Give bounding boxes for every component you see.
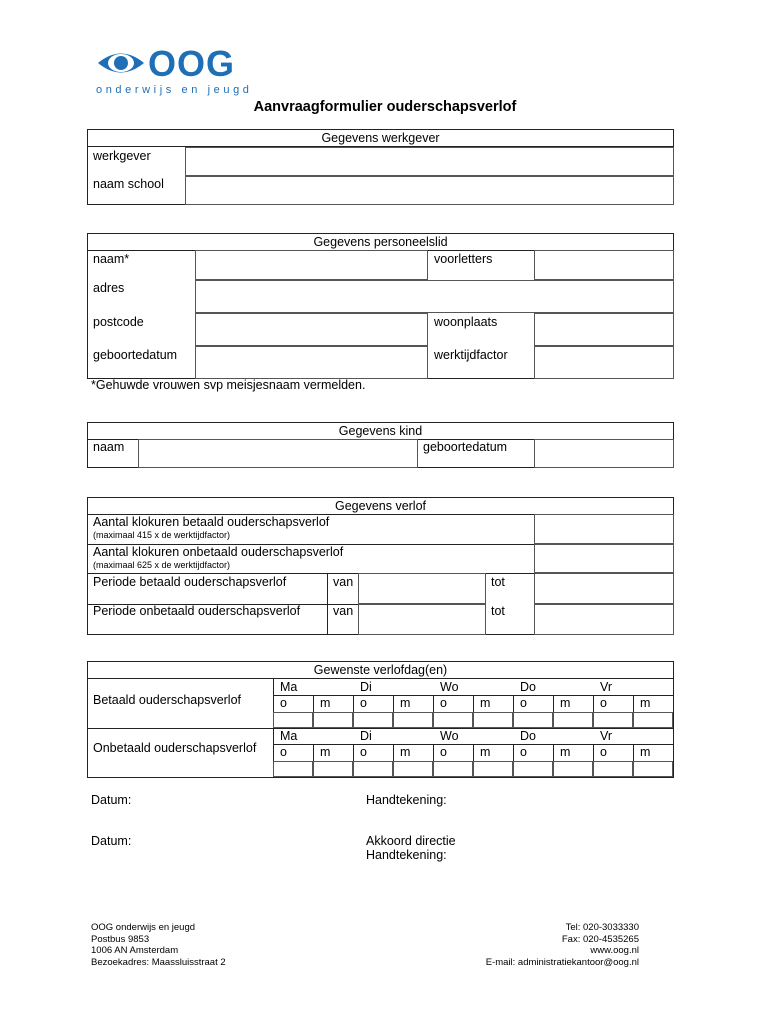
footer-line: www.oog.nl <box>590 945 639 956</box>
divider <box>553 744 554 761</box>
section-verlof <box>87 497 674 635</box>
label-tot-betaald: tot <box>491 575 505 589</box>
oog-logo <box>96 43 253 100</box>
werkgever-field[interactable] <box>185 147 674 176</box>
dagdeel-label-o: o <box>440 745 447 759</box>
dagdeel-label-m: m <box>480 745 491 759</box>
divider <box>88 728 673 729</box>
periode-betaald-van-field[interactable] <box>358 573 486 604</box>
divider <box>313 744 314 761</box>
divider <box>473 695 474 712</box>
naam-school-field[interactable] <box>185 176 674 205</box>
footer-line: 1006 AN Amsterdam <box>91 945 179 956</box>
label-naam: naam* <box>93 252 130 266</box>
day-label-ma: Ma <box>280 729 298 743</box>
onbetaald-di-o-field[interactable] <box>353 761 393 777</box>
day-label-di: Di <box>360 680 372 694</box>
section-verlofdagen <box>87 661 674 778</box>
divider <box>313 695 314 712</box>
label-kind-geboortedatum: geboortedatum <box>423 440 508 454</box>
klokuren-betaald-field[interactable] <box>534 514 674 544</box>
label-kind-naam: naam <box>93 440 125 454</box>
label-datum-2: Datum: <box>91 834 132 848</box>
label-voorletters: voorletters <box>434 252 493 266</box>
label-geboortedatum: geboortedatum <box>93 348 178 362</box>
day-label-ma: Ma <box>280 680 298 694</box>
day-label-di: Di <box>360 729 372 743</box>
betaald-do-m-field[interactable] <box>553 712 593 728</box>
label-van-onbetaald: van <box>333 604 354 618</box>
divider <box>353 744 354 761</box>
footer-line: Postbus 9853 <box>91 933 150 945</box>
betaald-ma-o-field[interactable] <box>273 712 313 728</box>
betaald-di-o-field[interactable] <box>353 712 393 728</box>
day-label-wo: Wo <box>440 680 459 694</box>
label-naam-school: naam school <box>93 177 164 191</box>
onbetaald-ma-m-field[interactable] <box>313 761 353 777</box>
dagdeel-label-o: o <box>280 745 287 759</box>
betaald-wo-m-field[interactable] <box>473 712 513 728</box>
dagdeel-label-o: o <box>360 696 367 710</box>
label-akkoord-directie: Akkoord directie <box>366 834 456 848</box>
section-werkgever <box>87 129 674 205</box>
section-header: Gegevens verlof <box>88 498 673 515</box>
voorletters-field[interactable] <box>534 250 674 280</box>
footer-line: OOG onderwijs en jeugd <box>91 922 196 933</box>
section-header: Gegevens werkgever <box>88 130 673 147</box>
divider <box>273 744 274 761</box>
divider <box>593 744 594 761</box>
dagdeel-label-m: m <box>320 745 331 759</box>
divider <box>273 695 673 696</box>
betaald-wo-o-field[interactable] <box>433 712 473 728</box>
onbetaald-di-m-field[interactable] <box>393 761 433 777</box>
footer-contact <box>486 922 639 968</box>
divider <box>393 695 394 712</box>
day-label-do: Do <box>520 729 536 743</box>
label-klokuren-onbetaald-sub: (maximaal 625 x de werktijdfactor) <box>93 560 231 570</box>
page-title: Aanvraagformulier ouderschapsverlof <box>253 99 517 115</box>
dagdeel-label-o: o <box>520 745 527 759</box>
footer-address <box>91 922 226 968</box>
section-header: Gegevens kind <box>88 423 673 440</box>
divider <box>593 695 594 712</box>
label-woonplaats: woonplaats <box>434 315 498 329</box>
betaald-vr-o-field[interactable] <box>593 712 633 728</box>
kind-geboortedatum-field[interactable] <box>534 439 674 468</box>
betaald-di-m-field[interactable] <box>393 712 433 728</box>
footer-line: Fax: 020-4535265 <box>561 933 639 945</box>
day-label-vr: Vr <box>600 729 613 743</box>
dagdeel-label-o: o <box>520 696 527 710</box>
eye-logo-icon <box>96 48 146 78</box>
label-tot-onbetaald: tot <box>491 604 505 618</box>
dagdeel-label-m: m <box>560 745 571 759</box>
label-adres: adres <box>93 281 125 295</box>
dagdeel-label-o: o <box>360 745 367 759</box>
divider <box>633 744 634 761</box>
periode-betaald-tot-field[interactable] <box>534 573 674 604</box>
dagdeel-label-m: m <box>320 696 331 710</box>
dagdeel-label-m: m <box>640 745 651 759</box>
dagdeel-label-m: m <box>400 745 411 759</box>
day-label-vr: Vr <box>600 680 613 694</box>
section-personeelslid <box>87 233 674 379</box>
label-werktijdfactor: werktijdfactor <box>434 348 508 362</box>
dagdeel-label-o: o <box>440 696 447 710</box>
footer-line: Tel: 020-3033330 <box>565 922 639 933</box>
dagdeel-label-m: m <box>640 696 651 710</box>
logo-tagline: onderwijs en jeugd <box>96 84 253 96</box>
label-klokuren-onbetaald: Aantal klokuren onbetaald ouderschapsverlof <box>93 545 344 559</box>
divider <box>353 695 354 712</box>
dagdeel-label-o: o <box>280 696 287 710</box>
label-postcode: postcode <box>93 315 144 329</box>
divider <box>393 744 394 761</box>
footer-line: Bezoekadres: Maassluisstraat 2 <box>91 956 226 968</box>
label-dagen-onbetaald: Onbetaald ouderschapsverlof <box>93 741 257 755</box>
divider <box>473 744 474 761</box>
onbetaald-vr-m-field[interactable] <box>633 761 673 777</box>
dagdeel-label-m: m <box>400 696 411 710</box>
onbetaald-do-o-field[interactable] <box>513 761 553 777</box>
divider <box>513 695 514 712</box>
werktijdfactor-field[interactable] <box>534 346 674 379</box>
label-klokuren-betaald-sub: (maximaal 415 x de werktijdfactor) <box>93 530 231 540</box>
label-handtekening-2: Handtekening: <box>366 848 447 862</box>
label-handtekening: Handtekening: <box>366 793 447 807</box>
divider <box>553 695 554 712</box>
postcode-field[interactable] <box>195 313 428 346</box>
label-werkgever: werkgever <box>93 149 151 163</box>
label-klokuren-betaald: Aantal klokuren betaald ouderschapsverlof <box>93 515 330 529</box>
periode-onbetaald-van-field[interactable] <box>358 604 486 635</box>
divider <box>633 695 634 712</box>
dagdeel-label-m: m <box>480 696 491 710</box>
onbetaald-ma-o-field[interactable] <box>273 761 313 777</box>
label-periode-onbetaald: Periode onbetaald ouderschapsverlof <box>93 604 301 618</box>
dagdeel-label-o: o <box>600 745 607 759</box>
section-header: Gewenste verlofdag(en) <box>88 662 673 679</box>
label-van-betaald: van <box>333 575 354 589</box>
day-label-do: Do <box>520 680 536 694</box>
divider <box>433 744 434 761</box>
label-periode-betaald: Periode betaald ouderschapsverlof <box>93 575 287 589</box>
adres-field[interactable] <box>195 280 674 313</box>
day-label-wo: Wo <box>440 729 459 743</box>
periode-onbetaald-tot-field[interactable] <box>534 604 674 635</box>
woonplaats-field[interactable] <box>534 313 674 346</box>
divider <box>513 744 514 761</box>
divider <box>273 695 274 712</box>
klokuren-onbetaald-field[interactable] <box>534 544 674 573</box>
divider <box>273 744 673 745</box>
betaald-do-o-field[interactable] <box>513 712 553 728</box>
onbetaald-wo-m-field[interactable] <box>473 761 513 777</box>
geboortedatum-field[interactable] <box>195 346 428 379</box>
section-kind <box>87 422 674 468</box>
dagdeel-label-m: m <box>560 696 571 710</box>
note-meisjesnaam: *Gehuwde vrouwen svp meisjesnaam vermelden. <box>91 378 366 392</box>
onbetaald-do-m-field[interactable] <box>553 761 593 777</box>
onbetaald-wo-o-field[interactable] <box>433 761 473 777</box>
betaald-vr-m-field[interactable] <box>633 712 673 728</box>
label-dagen-betaald: Betaald ouderschapsverlof <box>93 693 242 707</box>
divider <box>433 695 434 712</box>
betaald-ma-m-field[interactable] <box>313 712 353 728</box>
kind-naam-field[interactable] <box>138 439 418 468</box>
section-header: Gegevens personeelslid <box>88 234 673 251</box>
footer-line: E-mail: administratiekantoor@oog.nl <box>485 956 639 968</box>
naam-field[interactable] <box>195 250 428 280</box>
label-datum-1: Datum: <box>91 793 132 807</box>
dagdeel-label-o: o <box>600 696 607 710</box>
logo-wordmark: OOG <box>148 43 236 84</box>
onbetaald-vr-o-field[interactable] <box>593 761 633 777</box>
